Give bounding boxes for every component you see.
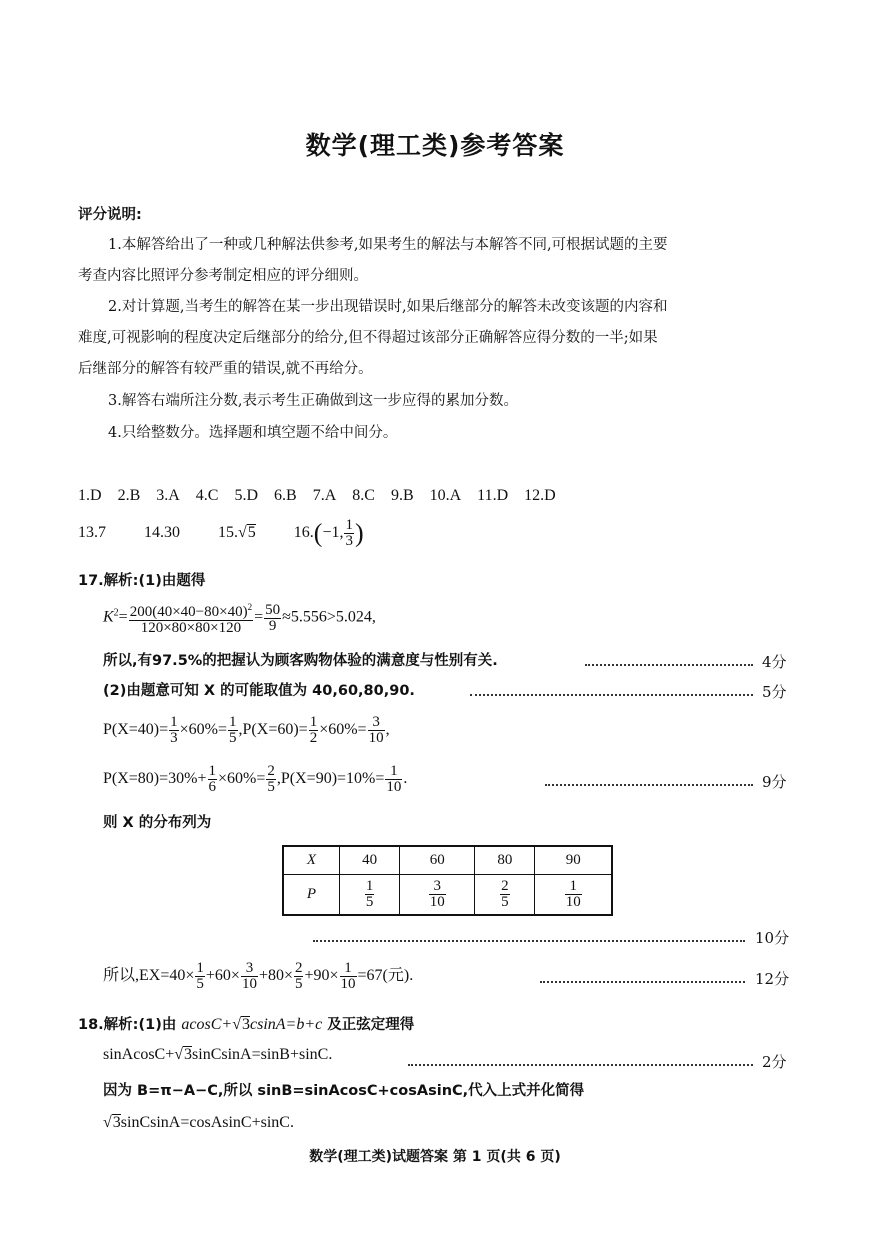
dot-leader (408, 1064, 753, 1066)
score-2: 2分 (762, 1053, 787, 1071)
sqrt-icon: √ (174, 1046, 184, 1063)
k2-formula: $K^2=$ $\frac{200(40\times 40-80\times 40)^2}{120\times 80\times 80\times 120}$ = $\frac{50}{9}$ ≈5.556>5.024, (103, 601, 376, 636)
table-cell: 90 (535, 846, 612, 874)
dot-leader (313, 940, 745, 942)
choice-answer: 6.B (274, 487, 297, 504)
q17-header: 17.解析:(1)由题得 (78, 573, 206, 589)
table-header-cell: X (283, 846, 340, 874)
expectation-line: 所以,EX=40× $\frac{1}{5}$ +60× $\frac{3}{10}$ +80× $\frac{2}{5}$ +90× $\frac{1}{10}$ =67(元). (103, 960, 414, 992)
grading-p3: 3.解答右端所注分数,表示考生正确做到这一步应得的累加分数。 (108, 393, 518, 409)
dot-leader (545, 784, 753, 786)
fill-answers (78, 518, 364, 549)
table-header-cell: P (283, 874, 340, 915)
q18-line4: √3sinCsinA=cosAsinC+sinC. (103, 1114, 294, 1131)
table-cell: $\frac{1}{10}$ (535, 874, 612, 915)
grading-p1-line2: 考查内容比照评分参考制定相应的评分细则。 (78, 268, 368, 284)
prob-line-1: P(X=40)= $\frac{1}{3}$ ×60%= $\frac{1}{5}$ ,P(X=60)= $\frac{1}{2}$ ×60%= $\frac{3}{10}$ , (103, 714, 390, 746)
table-row (283, 874, 612, 915)
answer-13: 13.7 (78, 524, 106, 542)
choice-answer: 4.C (195, 487, 219, 504)
score-4: 4分 (762, 653, 787, 671)
q18-line2: sinAcosC+√3sinCsinA=sinB+sinC. (103, 1046, 333, 1063)
grading-p2-line2: 难度,可视影响的程度决定后继部分的给分,但不得超过该部分正确解答应得分数的一半;如果 (78, 330, 658, 346)
distribution-table (282, 845, 613, 916)
sqrt-icon: √ (232, 1016, 241, 1033)
choice-answer: 9.B (390, 487, 414, 504)
table-cell: 80 (475, 846, 535, 874)
choice-answers (78, 487, 556, 505)
choice-answer: 7.A (312, 487, 337, 504)
grading-p1-line1: 1.本解答给出了一种或几种解法供参考,如果考生的解法与本解答不同,可根据试题的主要 (108, 237, 668, 253)
page-title: 数学(理工类)参考答案 (305, 131, 565, 160)
dist-intro: 则 X 的分布列为 (103, 815, 212, 831)
page-footer: 数学(理工类)试题答案 第 1 页(共 6 页) (309, 1149, 561, 1165)
answer-15: 15.√5 (218, 524, 256, 542)
score-9: 9分 (762, 773, 787, 791)
choice-answer: 8.C (352, 487, 375, 504)
q17-conclusion: 所以,有97.5%的把握认为顾客购物体验的满意度与性别有关. (103, 653, 498, 669)
score-12: 12分 (755, 970, 790, 988)
table-row (283, 846, 612, 874)
q18-line3: 因为 B=π−A−C,所以 sinB=sinAcosC+cosAsinC,代入上式并化简得 (103, 1083, 585, 1099)
grading-heading: 评分说明: (78, 207, 142, 223)
answer-14: 14.30 (144, 524, 180, 542)
table-cell: $\frac{2}{5}$ (475, 874, 535, 915)
q17-part2: (2)由题意可知 X 的可能取值为 40,60,80,90. (103, 683, 415, 699)
sqrt-icon: √ (103, 1114, 112, 1131)
dot-leader (470, 694, 753, 696)
answer-16: 16.(−1, $\frac{1}{3}$ ) (293, 517, 364, 549)
dot-leader (540, 981, 745, 983)
choice-answer: 10.A (429, 487, 462, 504)
grading-p4: 4.只给整数分。选择题和填空题不给中间分。 (108, 425, 398, 441)
score-10: 10分 (755, 929, 790, 947)
q18-line1: 18.解析:(1)由 acosC+√3csinA=b+c 及正弦定理得 (78, 1016, 415, 1033)
sqrt-icon: √ (238, 524, 247, 542)
table-cell: 40 (340, 846, 400, 874)
grading-p2-line1: 2.对计算题,当考生的解答在某一步出现错误时,如果后继部分的解答未改变该题的内容和 (108, 299, 668, 315)
choice-answer: 3.A (156, 487, 180, 504)
grading-p2-line3: 后继部分的解答有较严重的错误,就不再给分。 (78, 361, 373, 377)
table-cell: $\frac{1}{5}$ (340, 874, 400, 915)
choice-answer: 2.B (117, 487, 141, 504)
choice-answer: 11.D (477, 487, 509, 504)
choice-answer: 5.D (234, 487, 259, 504)
dot-leader (585, 664, 753, 666)
table-cell: 60 (400, 846, 475, 874)
choice-answer: 1.D (78, 487, 102, 504)
choice-answer: 12.D (524, 487, 556, 504)
prob-line-2: P(X=80)=30%+ $\frac{1}{6}$ ×60%= $\frac{2}{5}$ ,P(X=90)=10%= $\frac{1}{10}$ . (103, 763, 408, 795)
score-5: 5分 (762, 683, 787, 701)
table-cell: $\frac{3}{10}$ (400, 874, 475, 915)
